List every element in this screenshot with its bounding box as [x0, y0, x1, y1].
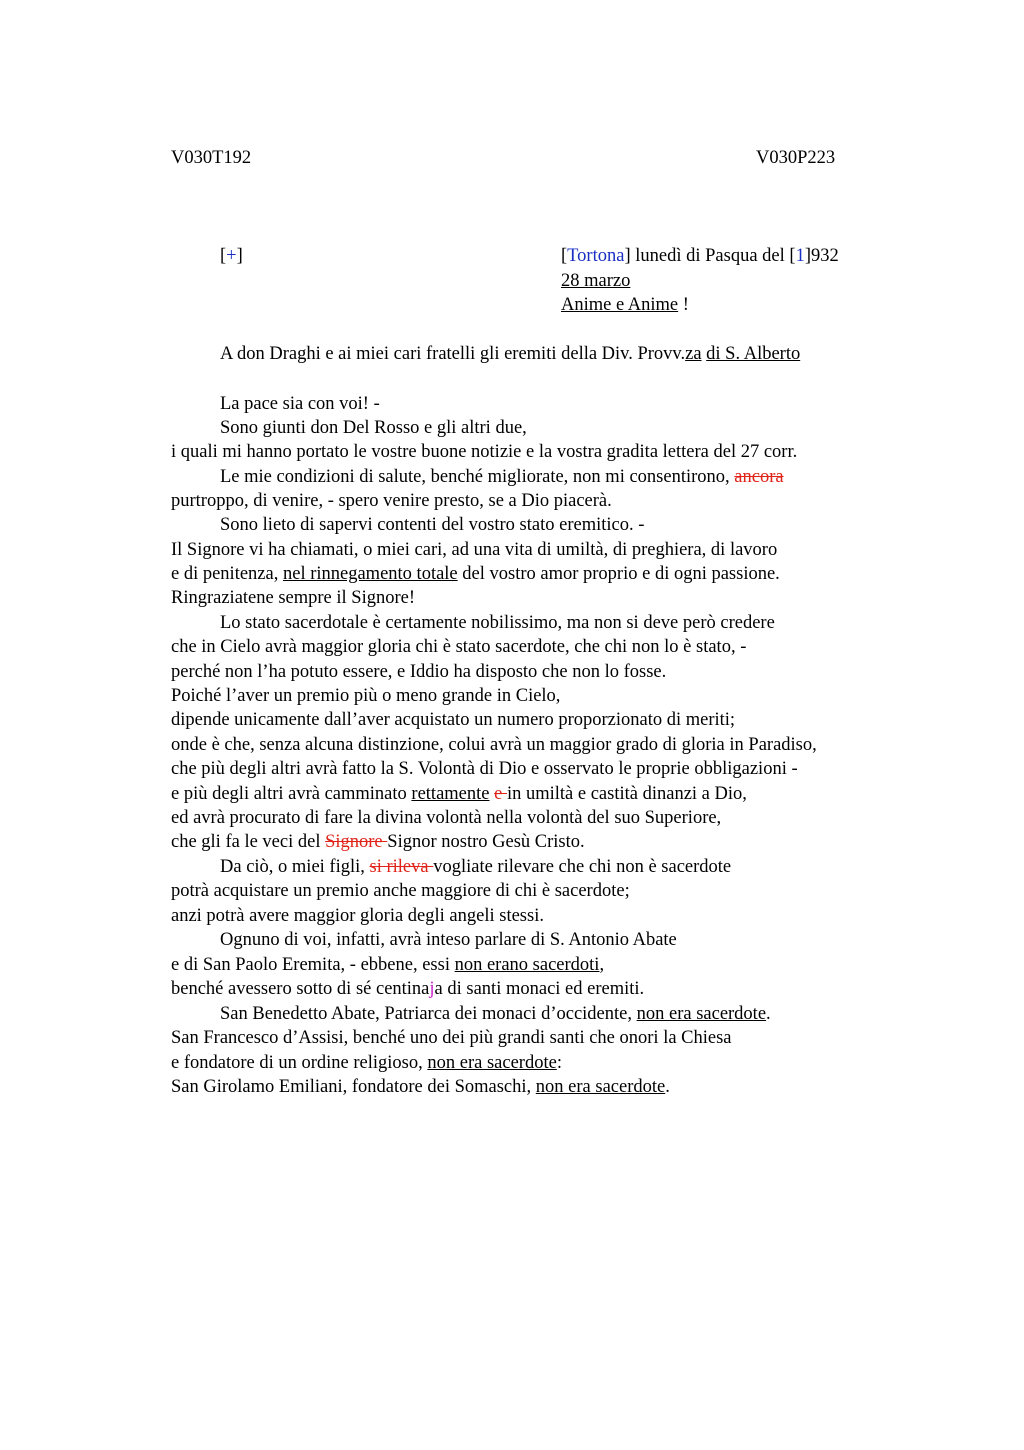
date-line	[561, 245, 839, 267]
cross-mark	[220, 245, 243, 267]
text-span: ,	[599, 955, 605, 975]
motto-punct: !	[678, 295, 689, 315]
deleted-word: e	[494, 784, 507, 804]
text-line: dipende unicamente dall’aver acquistato un numero proporzionato di meriti;	[171, 710, 736, 730]
text-span: e fondatore di un ordine religioso,	[171, 1053, 428, 1073]
text-line: Il Signore vi ha chiamati, o miei cari, ad una vita di umiltà, di preghiera, di lavoro	[171, 540, 778, 560]
underlined-phrase: nel rinnegamento totale	[282, 564, 458, 584]
place-name: Tortona	[567, 246, 625, 266]
text-span: che gli fa le veci del	[171, 832, 326, 852]
address-abbrev: za	[685, 344, 702, 364]
text-line: Lo stato sacerdotale è certamente nobilissimo, ma non si deve però credere	[220, 613, 775, 633]
deleted-word: si rileva	[369, 857, 434, 877]
text-span: e di penitenza,	[171, 564, 283, 584]
text-line: perché non l’ha potuto essere, e Iddio ha disposto che non lo fosse.	[171, 662, 667, 682]
text-line: Poiché l’aver un premio più o meno grande in Cielo,	[171, 686, 561, 706]
text-line	[171, 978, 644, 1000]
underlined-phrase: non era sacerdote	[535, 1077, 666, 1097]
text-line: La pace sia con voi! -	[220, 394, 380, 414]
date-text: lunedì di Pasqua del	[630, 246, 790, 266]
text-span: San Girolamo Emiliani, fondatore dei Somaschi,	[171, 1077, 536, 1097]
text-span: .	[766, 1004, 771, 1024]
bracket: [	[561, 246, 568, 266]
text-line: Sono lieto di sapervi contenti del vostro stato eremitico. -	[220, 515, 645, 535]
text-span: a di santi monaci ed eremiti.	[434, 979, 645, 999]
text-line	[171, 954, 604, 976]
text-line: Sono giunti don Del Rosso e gli altri due,	[220, 418, 527, 438]
text-span: Da ciò, o miei figli,	[220, 857, 370, 877]
motto: Anime e Anime	[561, 295, 679, 315]
text-span: San Benedetto Abate, Patriarca dei monaci d’occidente,	[220, 1004, 637, 1024]
header-left-code: V030T192	[171, 148, 252, 168]
text-line: San Francesco d’Assisi, benché uno dei più grandi santi che onori la Chiesa	[171, 1028, 732, 1048]
text-span: .	[665, 1077, 670, 1097]
bracket: [	[789, 246, 796, 266]
text-line: purtroppo, di venire, - spero venire presto, se a Dio piacerà.	[171, 491, 612, 511]
text-span: vogliate rilevare che chi non è sacerdote	[433, 857, 732, 877]
text-span: :	[556, 1053, 562, 1073]
text-span: in umiltà e castità dinanzi a Dio,	[506, 784, 747, 804]
address-place: di S. Alberto	[706, 344, 801, 364]
text-line	[220, 1003, 771, 1025]
corrected-letter: j	[429, 979, 435, 999]
underlined-phrase: rettamente	[411, 784, 490, 804]
text-span: del vostro amor proprio e di ogni passione.	[457, 564, 780, 584]
text-line: ed avrà procurato di fare la divina volontà nella volontà del suo Superiore,	[171, 808, 722, 828]
address-text: A don Draghi e ai miei cari fratelli gli eremiti della Div. Provv.	[220, 344, 686, 364]
bracket: ]	[236, 246, 243, 266]
text-line	[171, 831, 585, 853]
text-line: che in Cielo avrà maggior gloria chi è stato sacerdote, che chi non lo è stato, -	[171, 637, 747, 657]
text-line	[171, 1076, 670, 1098]
bracket: [	[220, 246, 227, 266]
header-right-code: V030P223	[756, 148, 836, 168]
text-line: onde è che, senza alcuna distinzione, colui avrà un maggior grado di gloria in Paradiso,	[171, 735, 817, 755]
date-secondary: 28 marzo	[561, 271, 631, 291]
deleted-word: ancora	[734, 467, 784, 487]
deleted-word: Signore	[325, 832, 388, 852]
cross-symbol: +	[226, 246, 237, 266]
address-line	[220, 343, 800, 365]
text-line	[220, 466, 784, 488]
text-line: Ognuno di voi, infatti, avrà inteso parlare di S. Antonio Abate	[220, 930, 677, 950]
text-span: benché avessero sotto di sé centina	[171, 979, 430, 999]
text-line	[220, 856, 731, 878]
text-line: potrà acquistare un premio anche maggiore di chi è sacerdote;	[171, 881, 630, 901]
text-line: anzi potrà avere maggior gloria degli angeli stessi.	[171, 906, 544, 926]
motto-line	[561, 294, 689, 316]
year-digit: 1	[795, 246, 805, 266]
text-line: i quali mi hanno portato le vostre buone notizie e la vostra gradita lettera del 27 corr.	[171, 442, 798, 462]
text-line	[171, 1052, 562, 1074]
text-line	[171, 563, 780, 585]
text-span: Signor nostro Gesù Cristo.	[387, 832, 585, 852]
text-span: e di San Paolo Eremita, - ebbene, essi	[171, 955, 455, 975]
text-span: Le mie condizioni di salute, benché migliorate, non mi consentirono,	[220, 467, 735, 487]
text-line	[171, 783, 747, 805]
underlined-phrase: non era sacerdote	[427, 1053, 557, 1073]
year-rest: 932	[811, 246, 839, 266]
bracket: ]	[624, 246, 631, 266]
underlined-phrase: non erano sacerdoti	[454, 955, 600, 975]
text-span: e più degli altri avrà camminato	[171, 784, 412, 804]
text-line: che più degli altri avrà fatto la S. Volontà di Dio e osservato le proprie obbligazioni -	[171, 759, 798, 779]
bracket: ]	[804, 246, 811, 266]
text-line: Ringraziatene sempre il Signore!	[171, 588, 416, 608]
underlined-phrase: non era sacerdote	[636, 1004, 767, 1024]
